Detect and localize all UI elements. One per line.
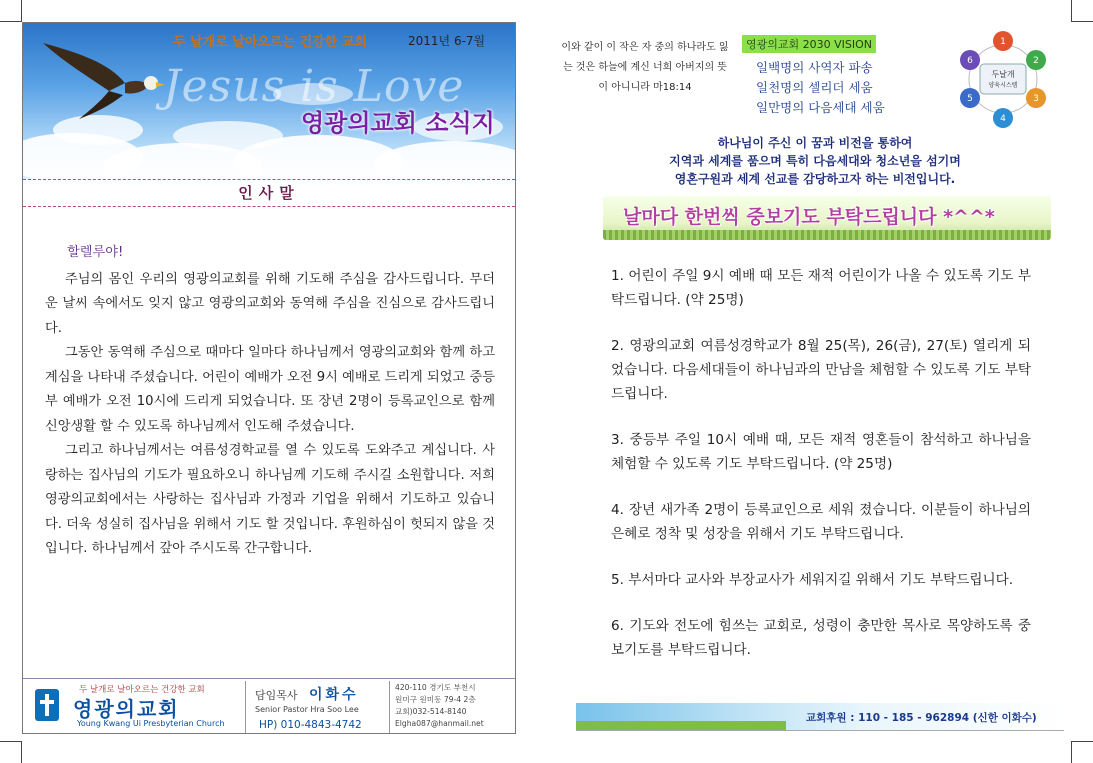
greeting-paragraph: 주님의 몸인 우리의 영광의교회를 위해 기도해 주심을 감사드립니다. 무더운 날씨 속에서도 잊지 않고 영광의교회와 동역해 주심을 진심으로 감사드립니다.	[45, 271, 495, 336]
vision-lines	[756, 58, 885, 118]
diagram-node-label: 2	[1033, 56, 1039, 66]
church-address	[395, 682, 513, 730]
prayer-item: 2. 영광의교회 여름성경학교가 8월 25(목), 26(금), 27(토) 열리게 되었습니다. 다음세대들이 하나님과의 만남을 체험할 수 있도록 기도 부탁드립니다.	[611, 338, 1031, 402]
diagram-node-label: 5	[967, 94, 973, 104]
prayer-item: 1. 어린이 주일 9시 예배 때 모든 재적 어린이가 나올 수 있도록 기도 부탁드립니다. (약 25명)	[611, 268, 1031, 308]
footer-divider	[245, 681, 246, 733]
prayer-item: 5. 부서마다 교사와 부장교사가 세워지길 위해서 기도 부탁드립니다.	[611, 572, 1014, 588]
vision-line: 일백명의 사역자 파송	[756, 60, 873, 75]
church-motto: 두 날개로 날아오르는 건강한 교회	[173, 35, 367, 50]
grass-decoration	[603, 230, 1051, 240]
pastor-phone: HP) 010-4843-4742	[259, 719, 362, 731]
issue-date: 2011년 6-7월	[408, 34, 486, 48]
diagram-node-label: 4	[1000, 114, 1006, 124]
vision-title: 영광의교회 2030 VISION	[742, 35, 876, 53]
vision-statement-line: 하나님이 주신 이 꿈과 비전을 통하여	[717, 136, 913, 150]
diagram-center-line2: 양육시스템	[988, 82, 1018, 89]
greeting-paragraph: 그리고 하나님께서는 여름성경학교를 열 수 있도록 도와주고 계십니다. 사랑하는 집사님의 기도가 필요하오니 하나님께 기도해 주시길 소원합니다. 저희 영광의교회에서는 사랑하는 집사님과 가정과 기업을 위해서 기도하고 있습니다. 더욱 성실히 집사님을 위해서 기도 할 것입니다. 후원하심이 헛되지 않을 것입니다. 하나님께서 갚아 주시도록 간구합니다.	[45, 443, 495, 556]
crop-mark-top-left	[0, 0, 22, 22]
pastor-english: Senior Pastor Hra Soo Lee	[255, 705, 359, 714]
footer-divider	[389, 681, 390, 733]
diagram-center-line1: 두날개	[991, 70, 1015, 79]
crop-mark-top-right	[1071, 0, 1093, 22]
jesus-is-love-script: Jesus is Love	[163, 61, 465, 112]
greeting-salutation: 할렐루야!	[67, 245, 124, 260]
pastor-name: 이화수	[309, 687, 359, 703]
greeting-heading: 인사말	[23, 179, 515, 207]
address-line: 원미구 원미동 79-4 2층	[395, 695, 476, 704]
grass-decoration	[576, 721, 786, 730]
diagram-center	[980, 64, 1026, 94]
greeting-body	[45, 241, 495, 562]
vision-statement-line: 영혼구원과 세계 선교를 감당하고자 하는 비전입니다.	[674, 172, 956, 186]
crop-mark-bottom-left	[0, 741, 22, 763]
two-wings-system-diagram	[932, 24, 1074, 134]
address-line: 420-110 경기도 부천시	[395, 683, 476, 692]
church-footer	[23, 678, 515, 733]
vision-statement	[580, 134, 1050, 188]
prayer-banner-text: 날마다 한번씩 중보기도 부탁드립니다 *^^*	[623, 206, 995, 228]
prayer-item: 4. 장년 새가족 2명이 등록교인으로 세워 졌습니다. 이분들이 하나님의 은혜로 정착 및 성장을 위해서 기도 부탁드립니다.	[611, 502, 1031, 542]
prayer-item: 6. 기도와 전도에 힘쓰는 교회로, 성령이 충만한 목사로 목양하도록 중보기도를 부탁드립니다.	[611, 618, 1031, 658]
footer-church-english: Young Kwang Ui Presbyterian Church	[77, 719, 225, 728]
pastor-role: 담임목사	[255, 689, 298, 702]
prayer-item: 3. 중등부 주일 10시 예배 때, 모든 재적 영혼들이 참석하고 하나님을 체험할 수 있도록 기도 부탁드립니다. (약 25명)	[611, 432, 1031, 472]
prayer-request-banner	[603, 196, 1051, 240]
footer-church-name: 영광의교회	[73, 697, 180, 721]
vision-statement-line: 지역과 세계를 품으며 특히 다음세대와 청소년을 섬기며	[669, 154, 961, 168]
vision-line: 일천명의 셀리더 세움	[756, 80, 873, 95]
footer-motto: 두 날개로 날아오르는 건강한 교회	[79, 685, 205, 695]
diagram-node-label: 3	[1033, 94, 1039, 104]
address-line: 교회)032-514-8140	[395, 707, 467, 716]
cross-logo-icon	[35, 689, 59, 721]
eagle-image	[39, 33, 169, 123]
left-page	[22, 22, 516, 734]
greeting-paragraph: 그동안 동역해 주심으로 때마다 일마다 하나님께서 영광의교회와 함께 하고 계심을 나타내 주셨습니다. 어린이 예배가 오전 9시 예배로 드리게 되었고 중등부 예배가 오전 10시에 드리게 되었습니다. 또 장년 2명이 등록교인으로 함께 신앙생활 할 수 있도록 하나님께서 인도해 주셨습니다.	[45, 345, 495, 434]
header-banner	[23, 23, 515, 179]
bible-quote: 이와 같이 이 작은 자 중의 하나라도 잃는 것은 하늘에 계신 너희 아버지의 뜻이 아니니라 마18:14	[561, 42, 729, 93]
address-email[interactable]: Elgha087@hanmail.net	[395, 719, 484, 728]
prayer-list	[611, 264, 1031, 684]
vision-line: 일만명의 다음세대 세움	[756, 100, 885, 115]
diagram-node-label: 6	[967, 56, 973, 66]
crop-mark-bottom-right	[1071, 741, 1093, 763]
diagram-node-label: 1	[1000, 37, 1006, 47]
newsletter-title: 영광의교회 소식지	[301, 109, 495, 137]
bank-account-info: 교회후원 : 110 - 185 - 962894 (신한 이화수)	[806, 712, 1037, 724]
